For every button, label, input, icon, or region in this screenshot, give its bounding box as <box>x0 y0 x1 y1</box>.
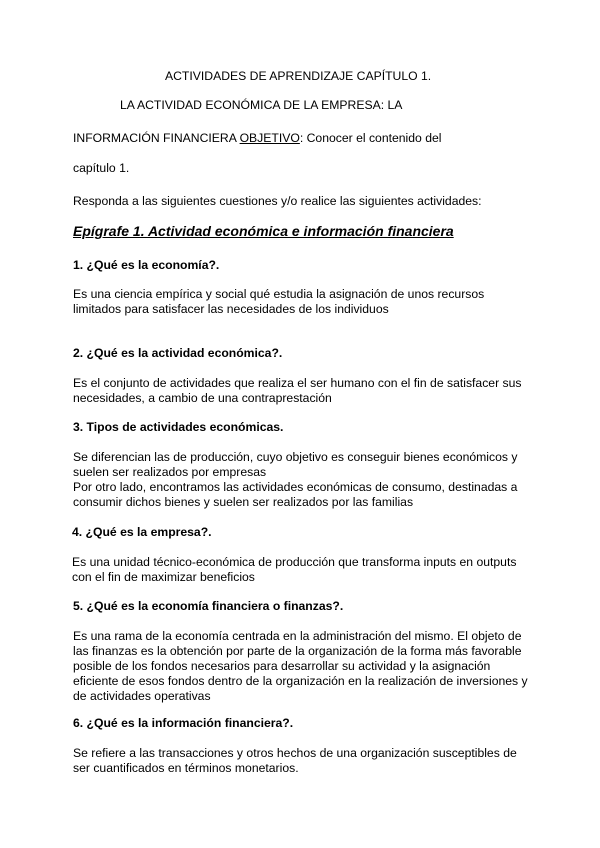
answer-2 <box>73 376 522 406</box>
objective-label: OBJETIVO <box>239 131 300 145</box>
objective-line <box>73 131 441 146</box>
epigrafe-heading: Epígrafe 1. Actividad económica e información financiera <box>73 223 454 239</box>
document-title: ACTIVIDADES DE APRENDIZAJE CAPÍTULO 1. <box>165 69 432 83</box>
answer-line: Por otro lado, encontramos las actividades económicas de consumo, destinadas a <box>73 480 518 494</box>
objective-text: : Conocer el contenido del <box>299 131 442 145</box>
answer-line: consumir dichos bienes y suelen ser realizados por las familias <box>73 495 414 509</box>
question-2: 2. ¿Qué es la actividad económica?. <box>73 346 283 360</box>
question-5: 5. ¿Qué es la economía financiera o finanzas?. <box>73 599 344 613</box>
answer-line: con el fin de maximizar beneficios <box>72 570 255 584</box>
question-4: 4. ¿Qué es la empresa?. <box>72 525 212 539</box>
answer-line: ser cuantificados en términos monetarios. <box>73 761 299 775</box>
answer-line: Es una ciencia empírica y social qué estudia la asignación de unos recursos <box>73 287 485 301</box>
answer-line: Se diferencian las de producción, cuyo objetivo es conseguir bienes económicos y <box>73 450 518 464</box>
answer-line: suelen ser realizados por empresas <box>73 465 267 479</box>
objective-line-2: capítulo 1. <box>73 161 130 175</box>
answer-line: Es una rama de la economía centrada en la administración del mismo. El objeto de <box>73 629 522 643</box>
answer-3 <box>73 450 517 510</box>
question-3: 3. Tipos de actividades económicas. <box>73 420 284 434</box>
answer-6 <box>73 746 517 776</box>
answer-line: las finanzas es la obtención por parte de la organización de la forma más favorable <box>73 644 522 658</box>
answer-line: limitados para satisfacer las necesidades de los individuos <box>73 302 389 316</box>
document-subtitle: LA ACTIVIDAD ECONÓMICA DE LA EMPRESA: LA <box>120 98 403 112</box>
instructions: Responda a las siguientes cuestiones y/o realice las siguientes actividades: <box>73 194 482 208</box>
answer-line: Es el conjunto de actividades que realiza el ser humano con el fin de satisfacer sus <box>73 376 522 390</box>
answer-line: Se refiere a las transacciones y otros hechos de una organización susceptibles de <box>73 746 517 760</box>
answer-line: necesidades, a cambio de una contraprestación <box>73 391 332 405</box>
answer-line: Es una unidad técnico-económica de producción que transforma inputs en outputs <box>72 555 517 569</box>
answer-line: de actividades operativas <box>73 689 211 703</box>
question-6: 6. ¿Qué es la información financiera?. <box>73 716 294 730</box>
objective-prefix: INFORMACIÓN FINANCIERA <box>73 131 240 145</box>
answer-1 <box>73 287 484 317</box>
answer-4 <box>72 555 516 585</box>
answer-line: posible de los fondos necesarios para desarrollar su actividad y la asignación <box>73 659 491 673</box>
question-1: 1. ¿Qué es la economía?. <box>73 258 220 272</box>
answer-line: eficiente de esos fondos dentro de la organización en la realización de inversiones y <box>73 674 528 688</box>
answer-5 <box>73 629 528 704</box>
